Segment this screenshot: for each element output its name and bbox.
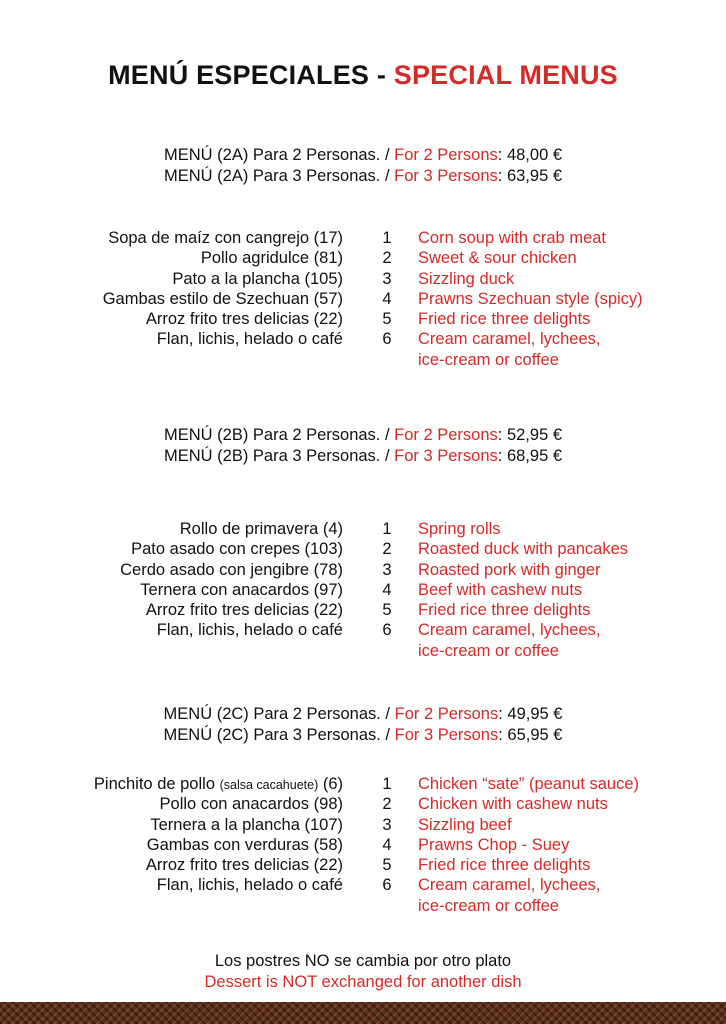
dish-english: Cream caramel, lychees, ice-cream or coffee (418, 876, 601, 915)
dish-row (0, 539, 726, 559)
dish-row (0, 289, 726, 309)
menu-2b-header (0, 425, 726, 467)
dish-english: Sweet & sour chicken (418, 249, 577, 268)
dish-english: Fried rice three delights (418, 856, 591, 875)
dish-row (0, 228, 726, 248)
menu-2b-price-line-3p: MENÚ (2B) Para 3 Personas. / For 3 Persons: 68,95 € (163, 447, 563, 465)
dish-english: Roasted duck with pancakes (418, 540, 629, 559)
dish-english: Chicken with cashew nuts (418, 795, 608, 814)
dish-number: 3 (382, 560, 392, 579)
dish-row (0, 875, 726, 916)
dish-row (0, 329, 726, 370)
dish-spanish: Flan, lichis, helado o café (156, 330, 343, 349)
menu-2a-header (0, 145, 726, 187)
dish-english: Roasted pork with ginger (418, 560, 601, 579)
dish-number: 2 (382, 795, 392, 814)
menu-2c-dish-list (0, 774, 726, 916)
title-spanish: MENÚ ESPECIALES (108, 60, 370, 90)
dish-english: Cream caramel, lychees, ice-cream or coffee (418, 621, 601, 660)
dish-spanish: Arroz frito tres delicias (22) (145, 310, 343, 329)
menu-2c-price-line-2p: MENÚ (2C) Para 2 Personas. / For 2 Persons: 49,95 € (163, 705, 563, 723)
dessert-note (0, 951, 726, 993)
dish-english: Fried rice three delights (418, 601, 591, 620)
dish-english: Cream caramel, lychees, ice-cream or coffee (418, 330, 601, 369)
dish-spanish: Pollo agridulce (81) (200, 249, 343, 268)
dish-row (0, 309, 726, 329)
dish-number: 5 (382, 856, 392, 875)
dish-spanish: Arroz frito tres delicias (22) (145, 856, 343, 875)
dish-number: 2 (382, 249, 392, 268)
dish-english: Chicken “sate” (peanut sauce) (418, 775, 640, 793)
dish-row (0, 620, 726, 661)
dish-number: 2 (382, 540, 392, 559)
menu-2a-dish-list (0, 228, 726, 370)
dish-number: 3 (382, 269, 392, 288)
dish-spanish: Gambas con verduras (58) (146, 835, 343, 854)
page-title (0, 58, 726, 92)
dish-english: Prawns Chop - Suey (418, 835, 570, 854)
dish-row (0, 835, 726, 855)
dish-spanish: Flan, lichis, helado o café (156, 876, 343, 895)
dish-number: 4 (382, 580, 392, 599)
dish-row (0, 855, 726, 875)
dessert-note-english: Dessert is NOT exchanged for another dish (204, 973, 522, 991)
dish-number: 1 (382, 229, 392, 247)
dish-number: 3 (382, 815, 392, 834)
dish-row (0, 794, 726, 814)
dish-english: Spring rolls (418, 520, 501, 538)
dish-row (0, 269, 726, 289)
dish-row (0, 519, 726, 539)
title-separator: - (369, 60, 394, 90)
dish-number: 4 (382, 835, 392, 854)
dish-row (0, 600, 726, 620)
dish-number: 6 (382, 621, 392, 640)
dish-spanish: Flan, lichis, helado o café (156, 621, 343, 640)
dish-english: Sizzling beef (418, 815, 512, 834)
dish-spanish: Sopa de maíz con cangrejo (17) (108, 229, 343, 247)
dish-spanish: Pinchito de pollo (salsa cacahuete) (6) (93, 775, 343, 793)
dish-english: Sizzling duck (418, 269, 515, 288)
dish-spanish: Pollo con anacardos (98) (159, 795, 343, 814)
menu-2a-price-line-3p: MENÚ (2A) Para 3 Personas. / For 3 Persons: 63,95 € (163, 167, 563, 185)
dish-spanish: Ternera con anacardos (97) (140, 580, 343, 599)
dish-english: Corn soup with crab meat (418, 229, 607, 247)
title-english: SPECIAL MENUS (393, 60, 618, 90)
dish-number: 1 (382, 520, 392, 538)
dish-english: Fried rice three delights (418, 310, 591, 329)
dish-spanish: Gambas estilo de Szechuan (57) (102, 289, 343, 308)
dish-number: 5 (382, 310, 392, 329)
dish-row (0, 580, 726, 600)
dish-number: 1 (382, 775, 392, 793)
dish-row (0, 248, 726, 268)
dish-row (0, 815, 726, 835)
dish-english: Beef with cashew nuts (418, 580, 583, 599)
dish-number: 4 (382, 289, 392, 308)
dish-spanish: Pato asado con crepes (103) (131, 540, 343, 559)
dessert-note-spanish: Los postres NO se cambia por otro plato (214, 952, 512, 970)
menu-2c-price-line-3p: MENÚ (2C) Para 3 Personas. / For 3 Persons: 65,95 € (163, 726, 563, 744)
dish-spanish: Pato a la plancha (105) (172, 269, 343, 288)
dish-spanish: Ternera a la plancha (107) (150, 815, 343, 834)
dish-row (0, 774, 726, 794)
decorative-border (0, 1002, 726, 1024)
dish-note: (salsa cacahuete) (219, 778, 319, 792)
dish-row (0, 560, 726, 580)
dish-spanish: Arroz frito tres delicias (22) (145, 601, 343, 620)
menu-2a-price-line-2p: MENÚ (2A) Para 2 Personas. / For 2 Persons: 48,00 € (163, 146, 563, 164)
dish-number: 5 (382, 601, 392, 620)
menu-2b-dish-list (0, 519, 726, 661)
dish-spanish: Rollo de primavera (4) (179, 520, 343, 538)
dish-number: 6 (382, 330, 392, 349)
dish-english: Prawns Szechuan style (spicy) (418, 289, 643, 308)
dish-spanish: Cerdo asado con jengibre (78) (120, 560, 343, 579)
menu-2b-price-line-2p: MENÚ (2B) Para 2 Personas. / For 2 Persons: 52,95 € (163, 426, 563, 444)
dish-number: 6 (382, 876, 392, 895)
menu-2c-header (0, 704, 726, 746)
